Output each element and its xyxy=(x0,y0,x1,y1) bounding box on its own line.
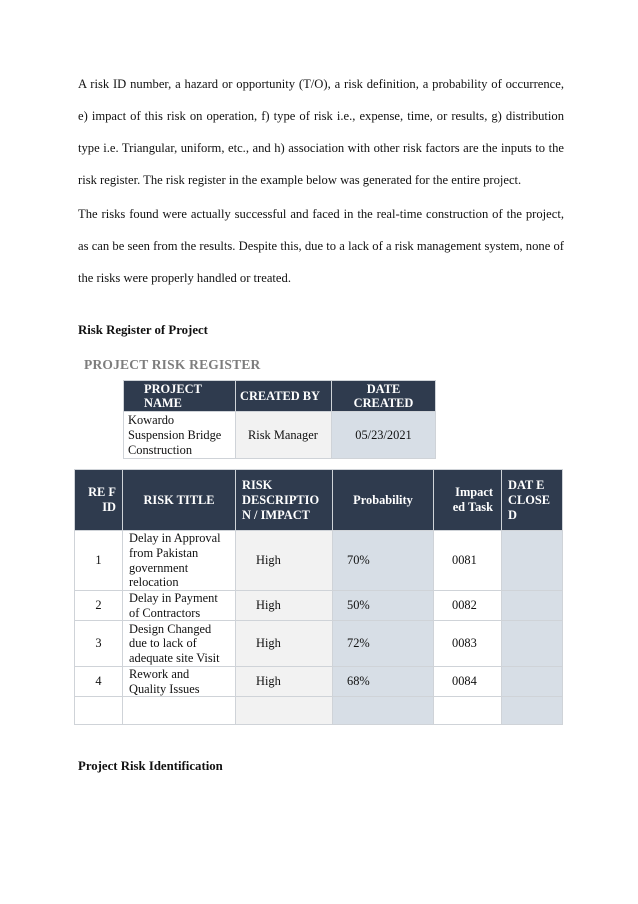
risk-table-header-row xyxy=(75,470,563,531)
date-closed-cell xyxy=(502,697,563,725)
date-created-cell: 05/23/2021 xyxy=(332,412,436,459)
created-by-cell: Risk Manager xyxy=(236,412,332,459)
probability-cell: 70% xyxy=(333,531,434,591)
risk-title-cell xyxy=(123,697,236,725)
project-info-table xyxy=(123,380,436,459)
table-row xyxy=(75,531,563,591)
impacted-task-cell: 0082 xyxy=(434,591,502,621)
impacted-task-cell: 0083 xyxy=(434,621,502,667)
date-closed-cell xyxy=(502,621,563,667)
probability-cell: 50% xyxy=(333,591,434,621)
probability-cell: 68% xyxy=(333,667,434,697)
date-closed-cell xyxy=(502,667,563,697)
table-row xyxy=(75,667,563,697)
probability-cell xyxy=(333,697,434,725)
intro-paragraph: A risk ID number, a hazard or opportunity (T/O), a risk definition, a probability of occurrence, e) impact of this risk on operation, f) type of risk i.e., expense, time, or results, g) distribution type i.e. Triangular, uniform, etc., and h) association with other risk factors are the inputs to the risk register. The risk register in the example below was generated for the entire project. xyxy=(78,77,564,187)
project-info-header-row xyxy=(124,381,436,412)
header-probability: Probability xyxy=(333,470,434,531)
ref-id-cell xyxy=(75,697,123,725)
impacted-task-cell: 0084 xyxy=(434,667,502,697)
risk-register-table xyxy=(74,469,563,725)
impacted-task-cell: 0081 xyxy=(434,531,502,591)
probability-cell: 72% xyxy=(333,621,434,667)
ref-id-cell: 4 xyxy=(75,667,123,697)
results-paragraph: The risks found were actually successful and faced in the real-time construction of the project, as can be seen from the results. Despite this, due to a lack of a risk management system, none of the risks were properly handled or treated. xyxy=(78,207,564,285)
risk-description-cell: High xyxy=(236,591,333,621)
table-row xyxy=(75,621,563,667)
impacted-task-cell xyxy=(434,697,502,725)
risk-description-cell: High xyxy=(236,667,333,697)
table-row xyxy=(75,697,563,725)
date-closed-cell xyxy=(502,591,563,621)
header-date-created: DATE CREATED xyxy=(332,381,436,412)
risk-description-cell xyxy=(236,697,333,725)
risk-description-cell: High xyxy=(236,531,333,591)
risk-title-cell: Design Changed due to lack of adequate site Visit xyxy=(123,621,236,667)
header-date-closed: DAT E CLOSE D xyxy=(502,470,563,531)
header-risk-description: RISK DESCRIPTIO N / IMPACT xyxy=(236,470,333,531)
risk-title-cell: Delay in Approval from Pakistan government relocation xyxy=(123,531,236,591)
section-heading-risk-identification: Project Risk Identification xyxy=(78,759,223,773)
header-risk-title: RISK TITLE xyxy=(123,470,236,531)
section-heading-risk-register: Risk Register of Project xyxy=(78,323,208,337)
risk-title-cell: Rework and Quality Issues xyxy=(123,667,236,697)
register-title: PROJECT RISK REGISTER xyxy=(84,357,261,372)
header-created-by: CREATED BY xyxy=(236,381,332,412)
project-name-cell: Kowardo Suspension Bridge Construction xyxy=(124,412,236,459)
header-impacted-task: Impact ed Task xyxy=(434,470,502,531)
table-row xyxy=(75,591,563,621)
project-info-row xyxy=(124,412,436,459)
risk-description-cell: High xyxy=(236,621,333,667)
ref-id-cell: 3 xyxy=(75,621,123,667)
ref-id-cell: 2 xyxy=(75,591,123,621)
ref-id-cell: 1 xyxy=(75,531,123,591)
date-closed-cell xyxy=(502,531,563,591)
risk-title-cell: Delay in Payment of Contractors xyxy=(123,591,236,621)
header-ref-id: RE F ID xyxy=(75,470,123,531)
header-project-name: PROJECT NAME xyxy=(124,381,236,412)
